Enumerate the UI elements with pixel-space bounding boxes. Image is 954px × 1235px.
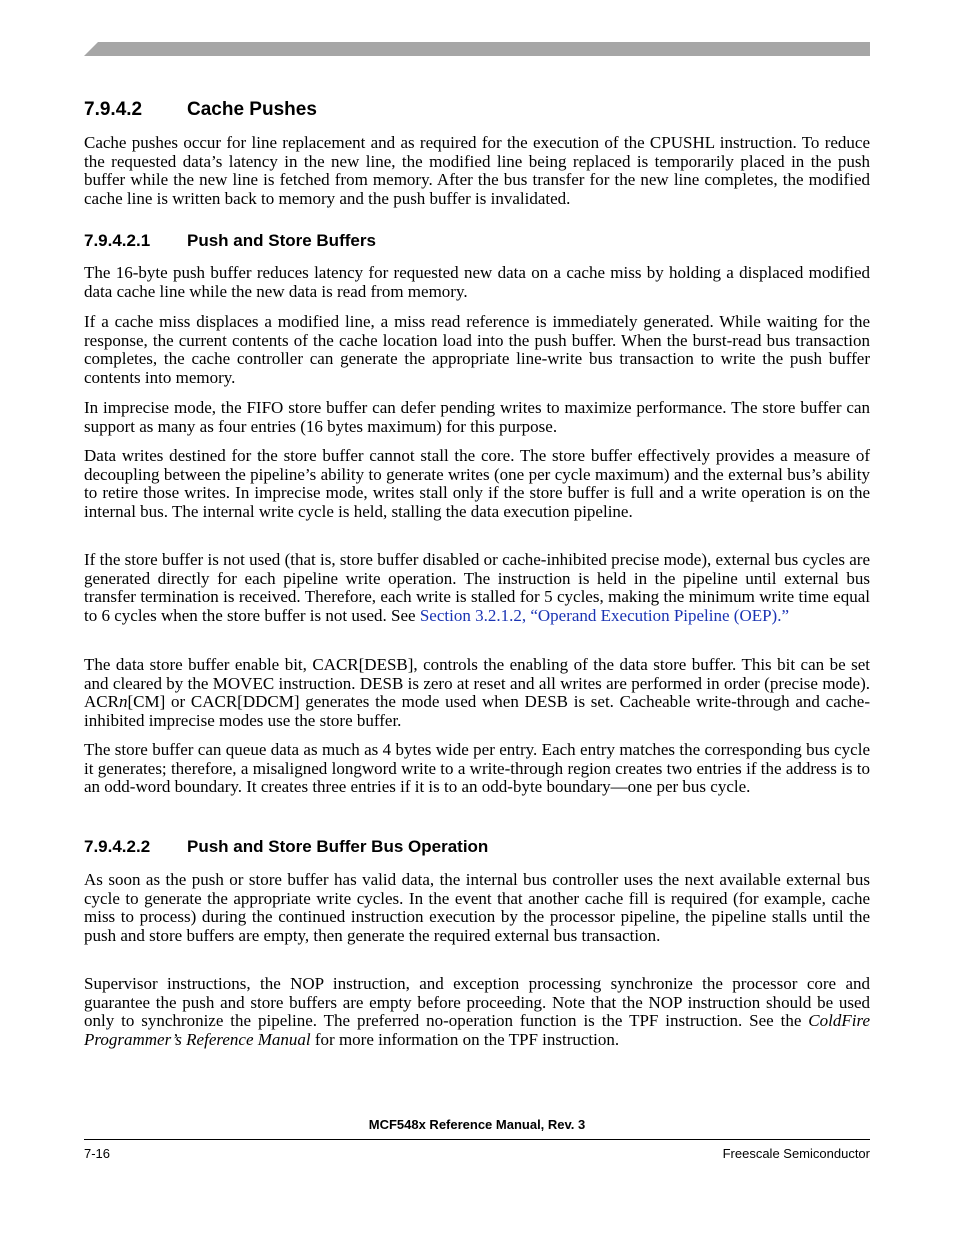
section-link[interactable]: Section 3.2.1.2, “Operand Execution Pipeline (OEP).” xyxy=(419,606,790,626)
paragraph xyxy=(84,551,870,626)
paragraph: The 16-byte push buffer reduces latency for requested new data on a cache miss by holding a displaced modified data cache line while the new data is read from memory. xyxy=(84,263,870,301)
subsection-title: Push and Store Buffers xyxy=(187,231,376,250)
footer-divider xyxy=(84,1139,870,1140)
italic-text: n xyxy=(118,692,128,712)
paragraph: As soon as the push or store buffer has valid data, the internal bus controller uses the next available external bus cycle to generate the appropriate write cycles. In the event that another cache fill is required (for example, cache miss to process) during the continued instruction execution by the processor pipeline, the pipeline stalls until the push and store buffers are empty, then generate the required external bus transaction. xyxy=(84,870,870,946)
paragraph xyxy=(84,975,870,1050)
section-heading xyxy=(84,99,317,121)
subsection-heading xyxy=(84,231,376,251)
paragraph-text: [CM] or CACR[DDCM] generates the mode used when DESB is set. Cacheable write-through and cache-inhibited imprecise modes use the store buffer. xyxy=(84,692,870,731)
paragraph: Data writes destined for the store buffer cannot stall the core. The store buffer effectively provides a measure of decoupling between the pipeline’s ability to generate writes (one per cycle maximum) and the external bus’s ability to retire those writes. In imprecise mode, writes stall only if the store buffer is full and a write operation is on the internal bus. The internal write cycle is held, stalling the data execution pipeline. xyxy=(84,446,870,522)
header-bar xyxy=(84,42,870,56)
footer-title: MCF548x Reference Manual, Rev. 3 xyxy=(368,1117,586,1132)
paragraph xyxy=(84,656,870,731)
company-name: Freescale Semiconductor xyxy=(722,1146,870,1161)
paragraph: Cache pushes occur for line replacement and as required for the execution of the CPUSHL instruction. To reduce the requested data’s latency in the new line, the modified line being replaced is temporarily placed in the push buffer while the new line is fetched from memory. After the bus transfer for the new line completes, the modified cache line is written back to memory and the push buffer is invalidated. xyxy=(84,133,870,209)
paragraph-text: for more information on the TPF instruction. xyxy=(310,1030,620,1050)
subsection-number: 7.9.4.2.2 xyxy=(84,837,151,856)
paragraph-text: If the store buffer is not used (that is, store buffer disabled or cache-inhibited precise mode), external bus cycles are generated directly for each pipeline write operation. The instruction is held in the pipeline until external bus transfer termination is received. Therefore, each write is stalled for 5 cycles, making the minimum write time equal to 6 cycles when the store buffer is not used. See xyxy=(84,550,870,626)
paragraph: If a cache miss displaces a modified line, a miss read reference is immediately generated. While waiting for the response, the current contents of the cache location load into the push buffer. When the burst-read bus transaction completes, the cache controller can generate the appropriate line-write bus transaction to write the push buffer contents into memory. xyxy=(84,312,870,388)
subsection-title: Push and Store Buffer Bus Operation xyxy=(187,837,489,856)
subsection-heading xyxy=(84,837,488,857)
italic-text: ColdFire Programmer’s Reference Manual xyxy=(84,1011,870,1050)
paragraph-text: Supervisor instructions, the NOP instruction, and exception processing synchronize the processor core and guarantee the push and store buffers are empty before proceeding. Note that the NOP instruction should be used only to synchronize the pipeline. The preferred no-operation function is the TPF instruction. See the xyxy=(84,974,870,1031)
paragraph: In imprecise mode, the FIFO store buffer can defer pending writes to maximize performance. The store buffer can support as many as four entries (16 bytes maximum) for this purpose. xyxy=(84,398,870,436)
subsection-number: 7.9.4.2.1 xyxy=(84,231,151,250)
paragraph: The store buffer can queue data as much as 4 bytes wide per entry. Each entry matches the corresponding bus cycle it generates; therefore, a misaligned longword write to a write-through region creates two entries if the address is to an odd-word boundary. It creates three entries if it is to an odd-byte boundary—one per bus cycle. xyxy=(84,740,870,797)
paragraph-text: The data store buffer enable bit, CACR[DESB], controls the enabling of the data store buffer. This bit can be set and cleared by the MOVEC instruction. DESB is zero at reset and all writes are performed in order (precise mode). ACR xyxy=(84,655,870,712)
section-number: 7.9.4.2 xyxy=(84,99,143,120)
page-number: 7-16 xyxy=(84,1146,111,1161)
section-title: Cache Pushes xyxy=(187,99,317,120)
